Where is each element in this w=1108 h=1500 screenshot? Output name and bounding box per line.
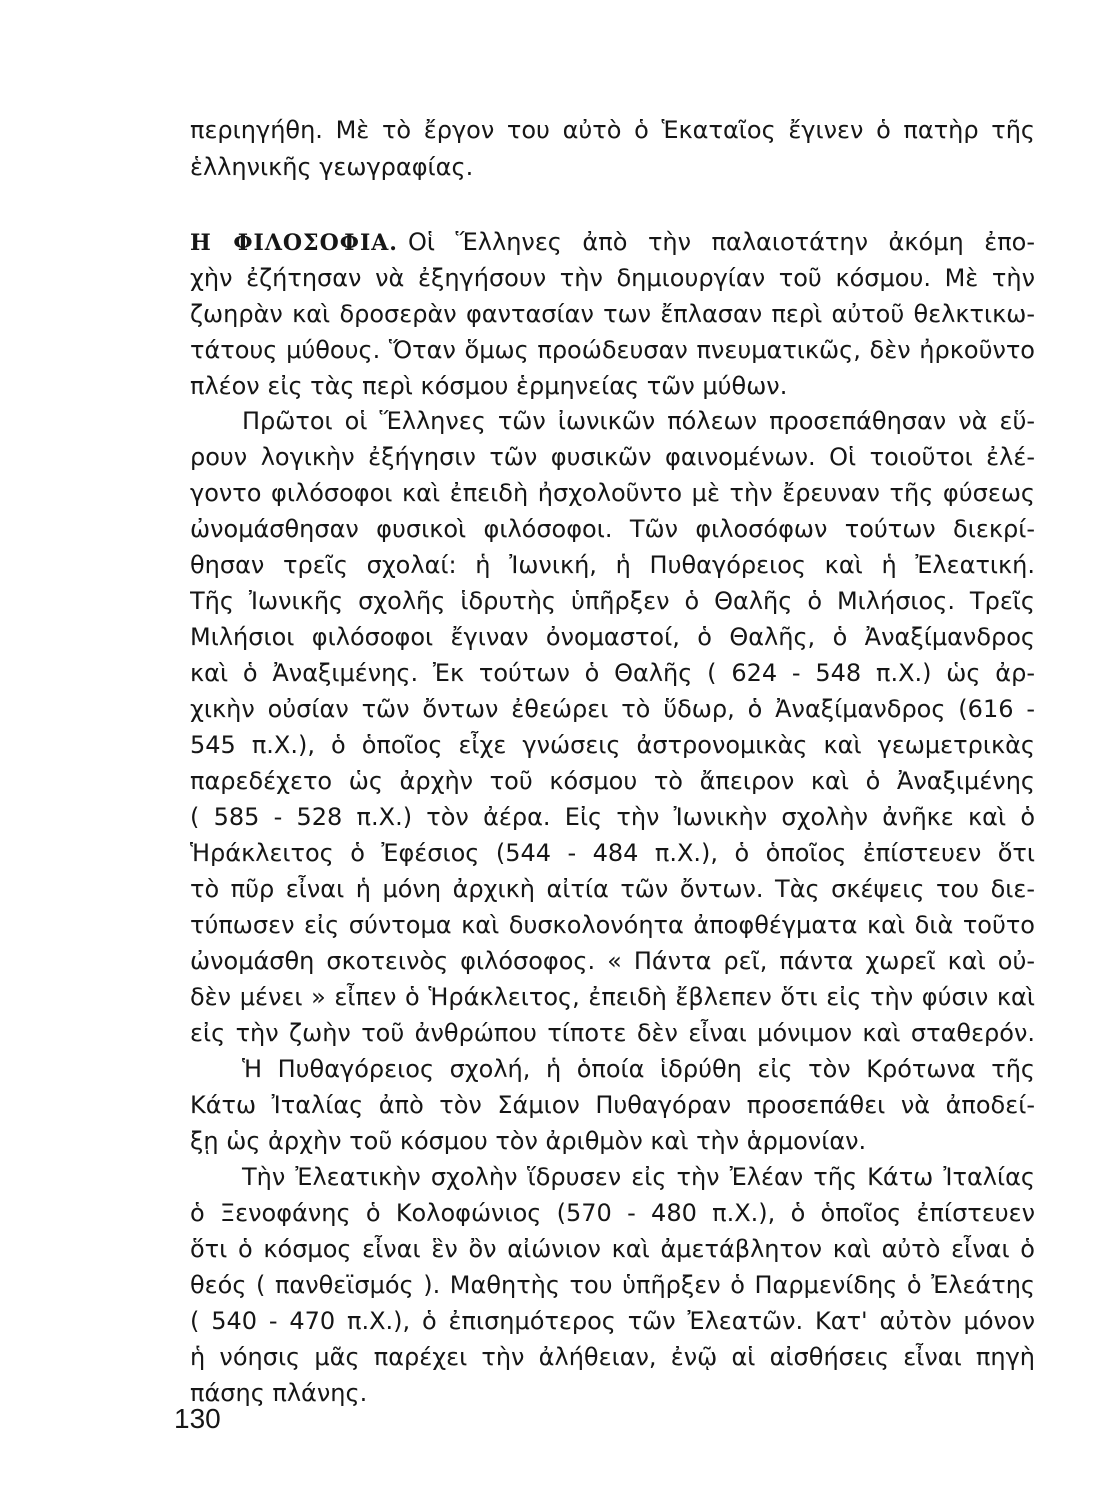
text-line: ξῃ ὡς ἀρχὴν τοῦ κόσμου τὸν ἀριθμὸν καὶ τὴν ἁρμονίαν. bbox=[190, 1127, 867, 1155]
text-line: παρεδέχετο ὡς ἀρχὴν τοῦ κόσμου τὸ ἄπειρον καὶ ὁ Ἀναξιμένης bbox=[190, 767, 1035, 795]
paragraph-start-line: Τὴν Ἐλεατικὴν σχολὴν ἵδρυσεν εἰς τὴν Ἐλέαν τῆς Κάτω Ἰταλίας bbox=[242, 1163, 1035, 1191]
text-line: ὅτι ὁ κόσμος εἶναι ἓν ὂν αἰώνιον καὶ ἀμετάβλητον καὶ αὐτὸ εἶναι ὁ bbox=[190, 1235, 1035, 1263]
text-line: χικὴν οὐσίαν τῶν ὄντων ἐθεώρει τὸ ὕδωρ, ὁ Ἀναξίμανδρος (616 - bbox=[190, 695, 1035, 723]
text-line: Μιλήσιοι φιλόσοφοι ἔγιναν ὀνομαστοί, ὁ Θαλῆς, ὁ Ἀναξίμανδρος bbox=[190, 623, 1035, 651]
section-heading: Η ΦΙΛΟΣΟΦΙΑ. bbox=[190, 230, 398, 256]
page-number: 130 bbox=[174, 1403, 221, 1434]
text-line: Κάτω Ἰταλίας ἀπὸ τὸν Σάμιον Πυθαγόραν προσεπάθει νὰ ἀποδεί- bbox=[190, 1091, 1035, 1119]
text-line: Οἱ Ἕλληνες ἀπὸ τὴν παλαιοτάτην ἀκόμη ἐπο- bbox=[407, 228, 1035, 256]
text-line: τὸ πῦρ εἶναι ἡ μόνη ἀρχικὴ αἰτία τῶν ὄντων. Τὰς σκέψεις του διε- bbox=[190, 875, 1035, 903]
text-line: θεός ( πανθεϊσμός ). Μαθητὴς του ὑπῆρξεν ὁ Παρμενίδης ὁ Ἐλεάτης bbox=[190, 1271, 1035, 1299]
paragraph-start-line: Πρῶτοι οἱ Ἕλληνες τῶν ἰωνικῶν πόλεων προσεπάθησαν νὰ εὕ- bbox=[242, 407, 1035, 435]
text-line: εἰς τὴν ζωὴν τοῦ ἀνθρώπου τίποτε δὲν εἶναι μόνιμον καὶ σταθερόν. bbox=[190, 1019, 1035, 1047]
text-line: τύπωσεν εἰς σύντομα καὶ δυσκολονόητα ἀποφθέγματα καὶ διὰ τοῦτο bbox=[190, 911, 1035, 939]
text-line: ἑλληνικῆς γεωγραφίας. bbox=[190, 153, 474, 181]
paragraph-start-line: Ἡ Πυθαγόρειος σχολή, ἡ ὁποία ἱδρύθη εἰς τὸν Κρότωνα τῆς bbox=[242, 1055, 1035, 1083]
text-line: πάσης πλάνης. bbox=[190, 1379, 368, 1407]
text-line: ὠνομάσθη σκοτεινὸς φιλόσοφος. « Πάντα ρεῖ, πάντα χωρεῖ καὶ οὐ- bbox=[190, 947, 1035, 975]
text-line: τάτους μύθους. Ὅταν ὅμως προώδευσαν πνευματικῶς, δὲν ἠρκοῦντο bbox=[190, 336, 1035, 364]
text-line: Ἡράκλειτος ὁ Ἐφέσιος (544 - 484 π.Χ.), ὁ ὁποῖος ἐπίστευεν ὅτι bbox=[190, 839, 1035, 867]
text-line: περιηγήθη. Μὲ τὸ ἔργον του αὐτὸ ὁ Ἑκαταῖος ἔγινεν ὁ πατὴρ τῆς bbox=[190, 116, 1035, 144]
text-line: ὠνομάσθησαν φυσικοὶ φιλόσοφοι. Τῶν φιλοσόφων τούτων διεκρί- bbox=[190, 515, 1035, 543]
text-line: ἡ νόησις μᾶς παρέχει τὴν ἀλήθειαν, ἐνῷ αἱ αἰσθήσεις εἶναι πηγὴ bbox=[190, 1343, 1035, 1371]
text-line: ( 540 - 470 π.Χ.), ὁ ἐπισημότερος τῶν Ἐλεατῶν. Κατ' αὐτὸν μόνον bbox=[190, 1307, 1035, 1335]
text-line: ρουν λογικὴν ἐξήγησιν τῶν φυσικῶν φαινομένων. Οἱ τοιοῦτοι ἐλέ- bbox=[190, 443, 1035, 471]
text-line: χὴν ἐζήτησαν νὰ ἐξηγήσουν τὴν δημιουργίαν τοῦ κόσμου. Μὲ τὴν bbox=[190, 264, 1035, 292]
text-line: ὁ Ξενοφάνης ὁ Κολοφώνιος (570 - 480 π.Χ.), ὁ ὁποῖος ἐπίστευεν bbox=[190, 1199, 1035, 1227]
text-line: θησαν τρεῖς σχολαί: ἡ Ἰωνική, ἡ Πυθαγόρειος καὶ ἡ Ἐλεατική. bbox=[190, 551, 1035, 579]
text-line: καὶ ὁ Ἀναξιμένης. Ἐκ τούτων ὁ Θαλῆς ( 624 - 548 π.Χ.) ὡς ἀρ- bbox=[190, 659, 1035, 687]
text-line: πλέον εἰς τὰς περὶ κόσμου ἑρμηνείας τῶν μύθων. bbox=[190, 372, 788, 400]
text-line: ζωηρὰν καὶ δροσερὰν φαντασίαν των ἔπλασαν περὶ αὐτοῦ θελκτικω- bbox=[190, 300, 1035, 328]
text-line: γοντο φιλόσοφοι καὶ ἐπειδὴ ἠσχολοῦντο μὲ τὴν ἔρευναν τῆς φύσεως bbox=[190, 479, 1035, 507]
text-line: δὲν μένει » εἶπεν ὁ Ἡράκλειτος, ἐπειδὴ ἔβλεπεν ὅτι εἰς τὴν φύσιν καὶ bbox=[190, 983, 1035, 1011]
text-line: Τῆς Ἰωνικῆς σχολῆς ἱδρυτὴς ὑπῆρξεν ὁ Θαλῆς ὁ Μιλήσιος. Τρεῖς bbox=[190, 587, 1035, 615]
text-line: ( 585 - 528 π.Χ.) τὸν ἀέρα. Εἰς τὴν Ἰωνικὴν σχολὴν ἀνῆκε καὶ ὁ bbox=[190, 803, 1035, 831]
text-line: 545 π.Χ.), ὁ ὁποῖος εἶχε γνώσεις ἀστρονομικὰς καὶ γεωμετρικὰς bbox=[190, 731, 1035, 759]
section-first-line bbox=[190, 225, 1035, 259]
